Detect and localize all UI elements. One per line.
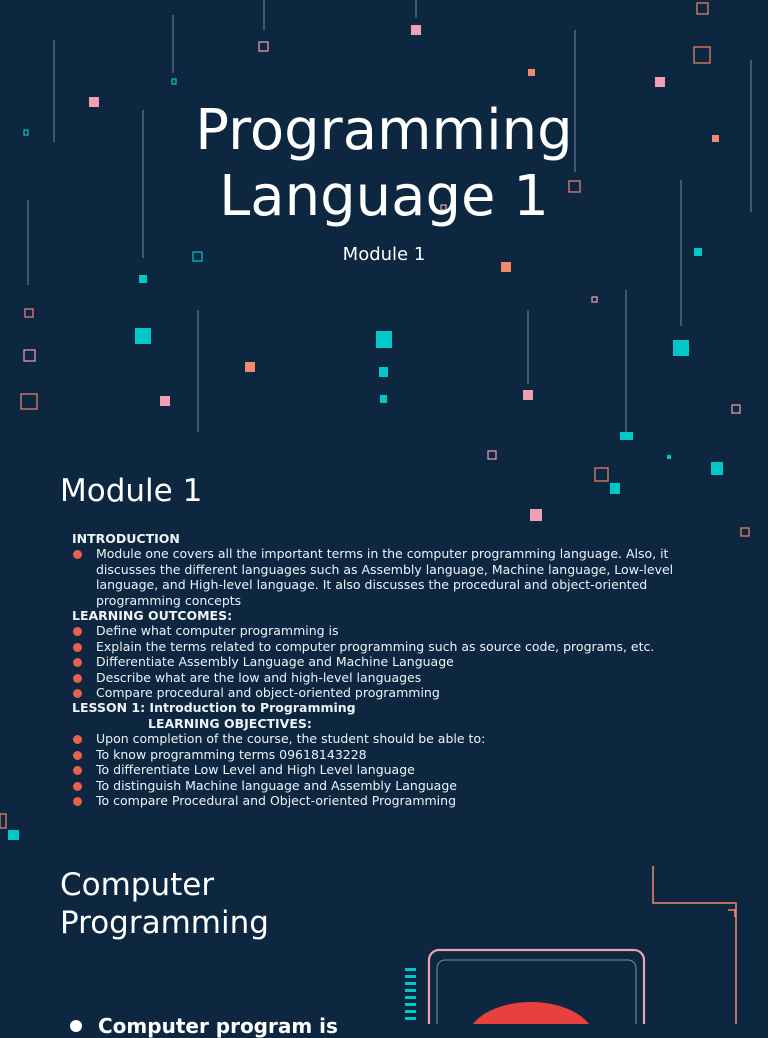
computer-program-bullet: [72, 1014, 338, 1038]
list-item: Describe what are the low and high-level languages: [72, 670, 702, 685]
title-line-2: Language 1: [219, 164, 549, 229]
monitor-red-disc: [467, 1002, 595, 1024]
objectives-label: LEARNING OBJECTIVES:: [148, 715, 312, 731]
list-item: To differentiate Low Level and High Level language: [72, 762, 702, 777]
signal-bars: [405, 968, 416, 1020]
list-item: To compare Procedural and Object-oriented Programming: [72, 793, 702, 808]
monitor-illustration: [405, 950, 644, 1024]
heading-line-1: Computer: [60, 867, 215, 903]
list-item: Upon completion of the course, the student should be able to:: [72, 731, 702, 746]
module-heading: Module 1: [60, 473, 203, 509]
list-item: Explain the terms related to computer programming such as source code, programs, etc.: [72, 639, 702, 654]
list-item: To distinguish Machine language and Assembly Language: [72, 778, 702, 793]
module-content: [72, 531, 702, 808]
computer-programming-heading: [60, 866, 269, 942]
heading-line-2: Programming: [60, 905, 269, 941]
bullet-text: Computer program is: [98, 1014, 338, 1038]
list-item: Compare procedural and object-oriented programming: [72, 685, 702, 700]
introduction-label: INTRODUCTION: [72, 531, 180, 546]
list-item: Differentiate Assembly Language and Machine Language: [72, 654, 702, 669]
list-item: To know programming terms 09618143228: [72, 747, 702, 762]
corner-bracket: [653, 866, 736, 1024]
outcomes-label: LEARNING OUTCOMES:: [72, 608, 233, 624]
subtitle: Module 1: [342, 244, 426, 265]
title-line-1: Programming: [195, 98, 573, 163]
introduction-text: Module one covers all the important terms in the computer programming language. Also, it discusses the different languages such as Assembly language, Machine language, Low-level language, and High-level language. It also discusses the procedural and object-oriented programming concepts: [72, 546, 702, 608]
page-title: [0, 98, 768, 230]
lesson-label: LESSON 1: Introduction to Programming: [72, 700, 356, 716]
list-item: Define what computer programming is: [72, 623, 702, 638]
